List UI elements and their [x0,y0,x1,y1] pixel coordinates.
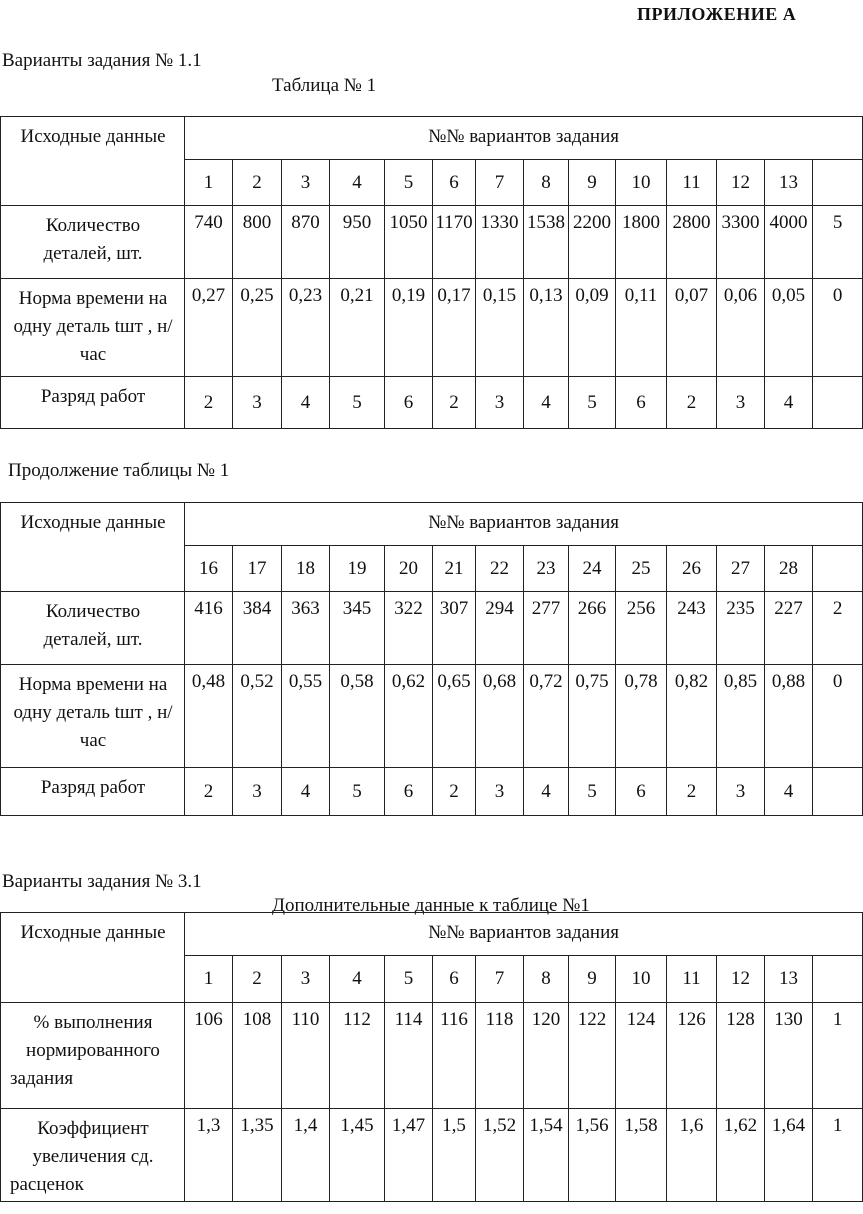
cell-value: 2 [433,377,476,429]
cell-value: 2 [185,377,233,429]
variant-number: 24 [569,546,616,592]
head-label: Исходные данные [1,117,185,206]
cell-value: 4 [765,768,813,816]
table-row [1,665,863,768]
variant-number: 10 [616,160,667,206]
variant-number: 4 [330,160,385,206]
cell-value: 1,45 [330,1109,385,1202]
cell-value: 0 [813,279,863,377]
cell-value: 1,56 [569,1109,616,1202]
cell-value: 322 [385,592,433,665]
cell-value: 1800 [616,206,667,279]
cell-value: 243 [667,592,717,665]
cell-value: 122 [569,1003,616,1109]
cell-value: 1,4 [282,1109,330,1202]
variants-table-continued [0,502,863,816]
cell-value: 0,06 [717,279,765,377]
cell-value: 4 [524,377,569,429]
table-1-caption: Таблица № 1 [272,75,377,96]
variant-number: 25 [616,546,667,592]
row-label: Разряд работ [1,377,185,429]
variant-number: 18 [282,546,330,592]
cell-value: 227 [765,592,813,665]
cell-value: 740 [185,206,233,279]
table-row [1,1003,863,1109]
variant-number: 9 [569,956,616,1003]
cell-value: 5 [330,768,385,816]
variant-number: 6 [433,160,476,206]
cell-value: 0,58 [330,665,385,768]
additional-data-table [0,912,863,1202]
variant-number: 11 [667,956,717,1003]
cell-value: 0,07 [667,279,717,377]
cell-value: 800 [233,206,282,279]
variant-number: 10 [616,956,667,1003]
row-label: Количество деталей, шт. [1,206,185,279]
cell-value: 2 [667,768,717,816]
section-1-heading: Варианты задания № 1.1 [2,50,202,71]
cell-value: 0,11 [616,279,667,377]
cell-value: 116 [433,1003,476,1109]
variant-number: 23 [524,546,569,592]
cell-value: 266 [569,592,616,665]
table-row [1,592,863,665]
cell-value: 5 [569,768,616,816]
variant-number: 8 [524,956,569,1003]
variant-number: 17 [233,546,282,592]
cell-value: 0,05 [765,279,813,377]
variant-number: 12 [717,956,765,1003]
cell-value: 124 [616,1003,667,1109]
cell-value: 256 [616,592,667,665]
variant-number: 9 [569,160,616,206]
cell-value: 294 [476,592,524,665]
cell-value: 4 [524,768,569,816]
cell-value: 3 [717,768,765,816]
row-label: % выполнения нормированного задания [1,1003,185,1109]
cell-value: 384 [233,592,282,665]
variant-number: 21 [433,546,476,592]
variant-number: 7 [476,160,524,206]
table-row [1,377,863,429]
cell-value: 0,62 [385,665,433,768]
variant-number: 7 [476,956,524,1003]
cell-value: 0,15 [476,279,524,377]
cell-value [813,377,863,429]
variant-number: 11 [667,160,717,206]
variant-number: 5 [385,160,433,206]
cell-value: 1,3 [185,1109,233,1202]
cell-value: 2 [433,768,476,816]
row-label: Количество деталей, шт. [1,592,185,665]
cell-value: 3 [233,768,282,816]
cell-value: 1330 [476,206,524,279]
variant-number: 12 [717,160,765,206]
variant-number [813,956,863,1003]
cell-value: 5 [813,206,863,279]
variants-table-1 [0,116,863,429]
table-continuation-caption: Продолжение таблицы № 1 [8,460,230,481]
cell-value: 0,19 [385,279,433,377]
row-label: Коэффициент увеличения сд. расценок [1,1109,185,1202]
variant-number: 27 [717,546,765,592]
cell-value: 0,13 [524,279,569,377]
variant-number: 1 [185,956,233,1003]
cell-value: 2 [813,592,863,665]
head-label: Исходные данные [1,913,185,1003]
cell-value: 106 [185,1003,233,1109]
cell-value: 345 [330,592,385,665]
cell-value: 0,65 [433,665,476,768]
cell-value: 1050 [385,206,433,279]
cell-value: 118 [476,1003,524,1109]
cell-value: 363 [282,592,330,665]
cell-value: 6 [385,768,433,816]
section-3-heading: Варианты задания № 3.1 [2,871,202,892]
cell-value: 1,58 [616,1109,667,1202]
variant-number: 22 [476,546,524,592]
variant-number: 26 [667,546,717,592]
cell-value: 3300 [717,206,765,279]
row-label: Разряд работ [1,768,185,816]
appendix-title: ПРИЛОЖЕНИЕ А [637,4,797,24]
variants-label: №№ вариантов задания [185,117,863,160]
row-label: Норма времени на одну деталь tшт , н/час [1,279,185,377]
cell-value: 6 [616,377,667,429]
cell-value: 3 [476,768,524,816]
cell-value: 416 [185,592,233,665]
cell-value: 1,35 [233,1109,282,1202]
cell-value: 114 [385,1003,433,1109]
cell-value: 235 [717,592,765,665]
variant-number: 1 [185,160,233,206]
cell-value: 870 [282,206,330,279]
cell-value: 0,27 [185,279,233,377]
table-row [1,1109,863,1202]
variant-number: 20 [385,546,433,592]
variant-number: 16 [185,546,233,592]
cell-value: 1,52 [476,1109,524,1202]
cell-value: 4000 [765,206,813,279]
cell-value: 108 [233,1003,282,1109]
variant-number: 2 [233,956,282,1003]
table-row [1,279,863,377]
variant-number: 4 [330,956,385,1003]
table-row [1,768,863,816]
cell-value: 1,64 [765,1109,813,1202]
cell-value: 120 [524,1003,569,1109]
cell-value: 4 [765,377,813,429]
cell-value: 0,85 [717,665,765,768]
cell-value: 950 [330,206,385,279]
variant-number: 6 [433,956,476,1003]
variants-label: №№ вариантов задания [185,913,863,956]
cell-value: 1,5 [433,1109,476,1202]
cell-value: 110 [282,1003,330,1109]
variant-number: 8 [524,160,569,206]
variant-number: 3 [282,956,330,1003]
variant-number: 19 [330,546,385,592]
cell-value: 1538 [524,206,569,279]
cell-value: 307 [433,592,476,665]
head-label: Исходные данные [1,503,185,592]
cell-value: 1,54 [524,1109,569,1202]
row-label: Норма времени на одну деталь tшт , н/час [1,665,185,768]
variant-number: 13 [765,956,813,1003]
cell-value: 0,48 [185,665,233,768]
cell-value: 126 [667,1003,717,1109]
cell-value: 0,55 [282,665,330,768]
cell-value: 0,09 [569,279,616,377]
cell-value: 3 [717,377,765,429]
table-row [1,206,863,279]
cell-value: 0 [813,665,863,768]
cell-value: 0,68 [476,665,524,768]
cell-value: 6 [616,768,667,816]
variant-number [813,160,863,206]
cell-value: 130 [765,1003,813,1109]
variant-number: 28 [765,546,813,592]
cell-value: 4 [282,377,330,429]
table-3-caption: Дополнительные данные к таблице №1 [272,895,590,916]
cell-value: 1,62 [717,1109,765,1202]
cell-value: 128 [717,1003,765,1109]
cell-value: 5 [330,377,385,429]
cell-value: 0,52 [233,665,282,768]
cell-value: 1170 [433,206,476,279]
cell-value: 277 [524,592,569,665]
cell-value: 0,82 [667,665,717,768]
cell-value: 2 [667,377,717,429]
cell-value: 0,23 [282,279,330,377]
cell-value: 4 [282,768,330,816]
cell-value: 5 [569,377,616,429]
cell-value: 3 [476,377,524,429]
cell-value: 1 [813,1003,863,1109]
cell-value: 6 [385,377,433,429]
cell-value: 3 [233,377,282,429]
cell-value: 2800 [667,206,717,279]
cell-value [813,768,863,816]
cell-value: 1 [813,1109,863,1202]
variant-number: 5 [385,956,433,1003]
variant-number: 3 [282,160,330,206]
cell-value: 0,17 [433,279,476,377]
cell-value: 0,78 [616,665,667,768]
cell-value: 0,72 [524,665,569,768]
variant-number [813,546,863,592]
variant-number: 13 [765,160,813,206]
cell-value: 1,6 [667,1109,717,1202]
cell-value: 0,21 [330,279,385,377]
cell-value: 2200 [569,206,616,279]
cell-value: 2 [185,768,233,816]
variants-label: №№ вариантов задания [185,503,863,546]
cell-value: 0,88 [765,665,813,768]
cell-value: 0,25 [233,279,282,377]
cell-value: 112 [330,1003,385,1109]
cell-value: 1,47 [385,1109,433,1202]
cell-value: 0,75 [569,665,616,768]
variant-number: 2 [233,160,282,206]
